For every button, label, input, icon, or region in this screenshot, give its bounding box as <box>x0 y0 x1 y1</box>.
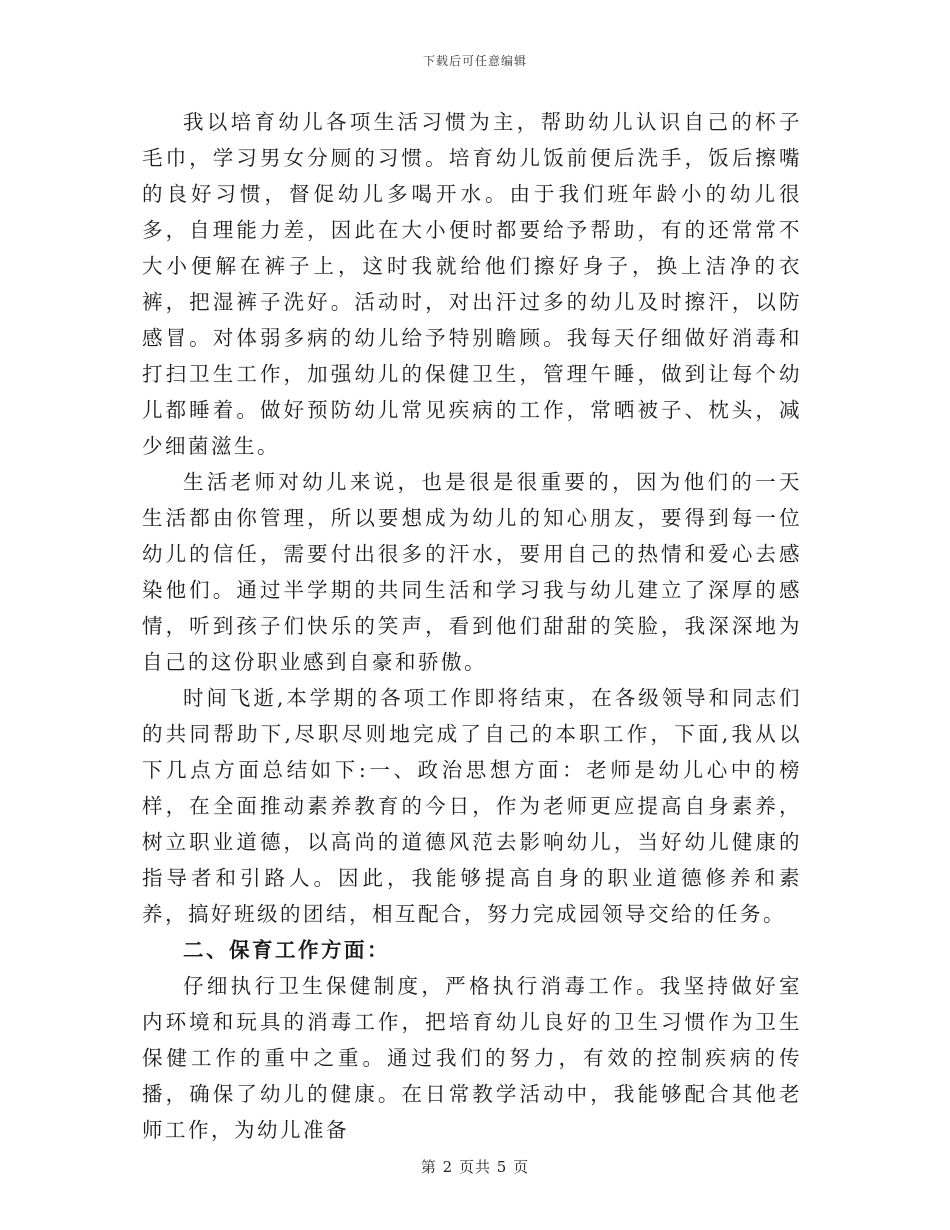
body-paragraph-3: 时间飞逝,本学期的各项工作即将结束，在各级领导和同志们的共同帮助下,尽职尽则地完成了自己的本职工作，下面,我从以下几点方面总结如下:一、政治思想方面：老师是幼儿心中的榜样，在全面推动素养教育的今日，作为老师更应提高自身素养，树立职业道德，以高尚的道德风范去影响幼儿，当好幼儿健康的指导者和引路人。因此，我能够提高自身的职业道德修养和素养，搞好班级的团结，相互配合，努力完成园领导交给的任务。 <box>142 686 802 926</box>
section-heading: 二、保育工作方面： <box>183 938 390 962</box>
page-header: 下载后可任意编辑 <box>422 54 527 68</box>
body-paragraph-2: 生活老师对幼儿来说，也是很是很重要的，因为他们的一天生活都由你管理，所以要想成为幼儿的知心朋友，要得到每一位幼儿的信任，需要付出很多的汗水，要用自己的热情和爱心去感染他们。通过半学期的共同生活和学习我与幼儿建立了深厚的感情，听到孩子们快乐的笑声，看到他们甜甜的笑脸，我深深地为自己的这份职业感到自豪和骄傲。 <box>142 470 802 674</box>
body-paragraph-1: 我以培育幼儿各项生活习惯为主，帮助幼儿认识自己的杯子毛巾，学习男女分厕的习惯。培育幼儿饭前便后洗手，饭后擦嘴的良好习惯，督促幼儿多喝开水。由于我们班年龄小的幼儿很多，自理能力差，因此在大小便时都要给予帮助，有的还常常不大小便解在裤子上，这时我就给他们擦好身子，换上洁净的衣裤，把湿裤子洗好。活动时，对出汗过多的幼儿及时擦汗，以防感冒。对体弱多病的幼儿给予特别瞻顾。我每天仔细做好消毒和打扫卫生工作，加强幼儿的保健卫生，管理午睡，做到让每个幼儿都睡着。做好预防幼儿常见疾病的工作，常晒被子、枕头，减少细菌滋生。 <box>142 110 802 458</box>
body-paragraph-4: 仔细执行卫生保健制度，严格执行消毒工作。我坚持做好室内环境和玩具的消毒工作，把培育幼儿良好的卫生习惯作为卫生保健工作的重中之重。通过我们的努力，有效的控制疾病的传播，确保了幼儿的健康。在日常教学活动中，我能够配合其他老师工作，为幼儿准备 <box>142 974 802 1142</box>
page-footer: 第 2 页共 5 页 <box>420 1158 530 1176</box>
document-body <box>142 104 802 1148</box>
